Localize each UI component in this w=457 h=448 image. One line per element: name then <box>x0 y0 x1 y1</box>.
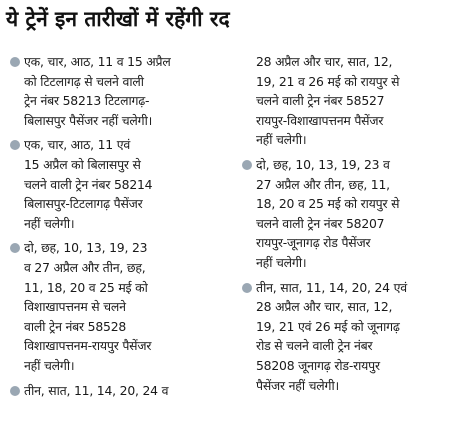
bullet-dot-icon <box>10 140 20 150</box>
bullet-dot-icon <box>242 283 252 293</box>
notice-item <box>10 238 228 375</box>
notice-text-line: विशाखापत्तनम-रायपुर पैसेंजर <box>24 338 152 354</box>
notice-text-line: चलने वाली ट्रेन नंबर 58214 <box>24 176 153 192</box>
notice-item-continued <box>242 52 454 150</box>
notice-text-line: नहीं चलेगी। <box>256 132 307 148</box>
notice-text-line: 58208 जूनागढ़ रोड-रायपुर <box>256 357 380 373</box>
notice-text-line: 27 अप्रैल और तीन, छह, 11, <box>256 176 390 192</box>
notice-text-line: रोड से चलने वाली ट्रेन नंबर <box>256 338 373 354</box>
article-headline: ये ट्रेनें इन तारीखों में रहेंगी रद <box>6 7 230 31</box>
notice-text-line: रायपुर-जूनागढ़ रोड पैसेंजर <box>256 235 371 251</box>
notice-text-line: 19, 21 व 26 मई को रायपुर से <box>256 73 400 89</box>
notice-text-line: दो, छह, 10, 13, 19, 23 व <box>256 156 390 172</box>
notice-text-line: बिलासपुर-टिटलागढ़ पैसेंजर <box>24 196 143 212</box>
notice-item <box>10 381 228 401</box>
notice-text-line: बिलासपुर पैसेंजर नहीं चलेगी। <box>24 112 153 128</box>
notice-text-line: चलने वाली ट्रेन नंबर 58527 <box>256 93 385 109</box>
right-column <box>242 52 454 400</box>
bullet-dot-icon <box>242 160 252 170</box>
notice-text-line: पैसेंजर नहीं चलेगी। <box>256 377 339 393</box>
notice-text-line: विशाखापत्तनम से चलने <box>24 299 126 315</box>
notice-text-line: नहीं चलेगी। <box>24 215 75 231</box>
notice-text-line: दो, छह, 10, 13, 19, 23 <box>24 240 148 256</box>
notice-text-line: एक, चार, आठ, 11 एवं <box>24 137 131 153</box>
bullet-dot-icon <box>10 386 20 396</box>
notice-text-line: को टिटलागढ़ से चलने वाली <box>24 73 144 89</box>
notice-item <box>242 155 454 273</box>
notice-text-line: 15 अप्रैल को बिलासपुर से <box>24 156 141 172</box>
notice-text-line: ट्रेन नंबर 58213 टिटलागढ़- <box>24 93 150 109</box>
notice-text-line: एक, चार, आठ, 11 व 15 अप्रैल <box>24 54 171 69</box>
notice-text-line: 28 अप्रैल और चार, सात, 12, <box>256 299 393 315</box>
notice-item <box>10 52 228 130</box>
left-column <box>10 52 228 405</box>
notice-text-line: नहीं चलेगी। <box>24 357 75 373</box>
notice-item <box>242 278 454 396</box>
notice-text-line: 11, 18, 20 व 25 मई को <box>24 279 148 295</box>
notice-text-line: 18, 20 व 25 मई को रायपुर से <box>256 196 400 212</box>
notice-text-line: तीन, सात, 11, 14, 20, 24 एवं <box>256 279 407 295</box>
notice-text-line: रायपुर-विशाखापत्तनम पैसेंजर <box>256 112 384 128</box>
bullet-dot-icon <box>10 243 20 253</box>
notice-text-line: 19, 21 एवं 26 मई को जूनागढ़ <box>256 318 400 334</box>
notice-text-line: 28 अप्रैल और चार, सात, 12, <box>256 54 393 69</box>
notice-text-line: वाली ट्रेन नंबर 58528 <box>24 318 127 334</box>
notice-item <box>10 135 228 233</box>
notice-text-line: व 27 अप्रैल और तीन, छह, <box>24 259 146 275</box>
notice-text-line: नहीं चलेगी। <box>256 254 307 270</box>
notice-text-line: तीन, सात, 11, 14, 20, 24 व <box>24 382 169 398</box>
notice-text-line: चलने वाली ट्रेन नंबर 58207 <box>256 215 385 231</box>
bullet-dot-icon <box>10 57 20 67</box>
